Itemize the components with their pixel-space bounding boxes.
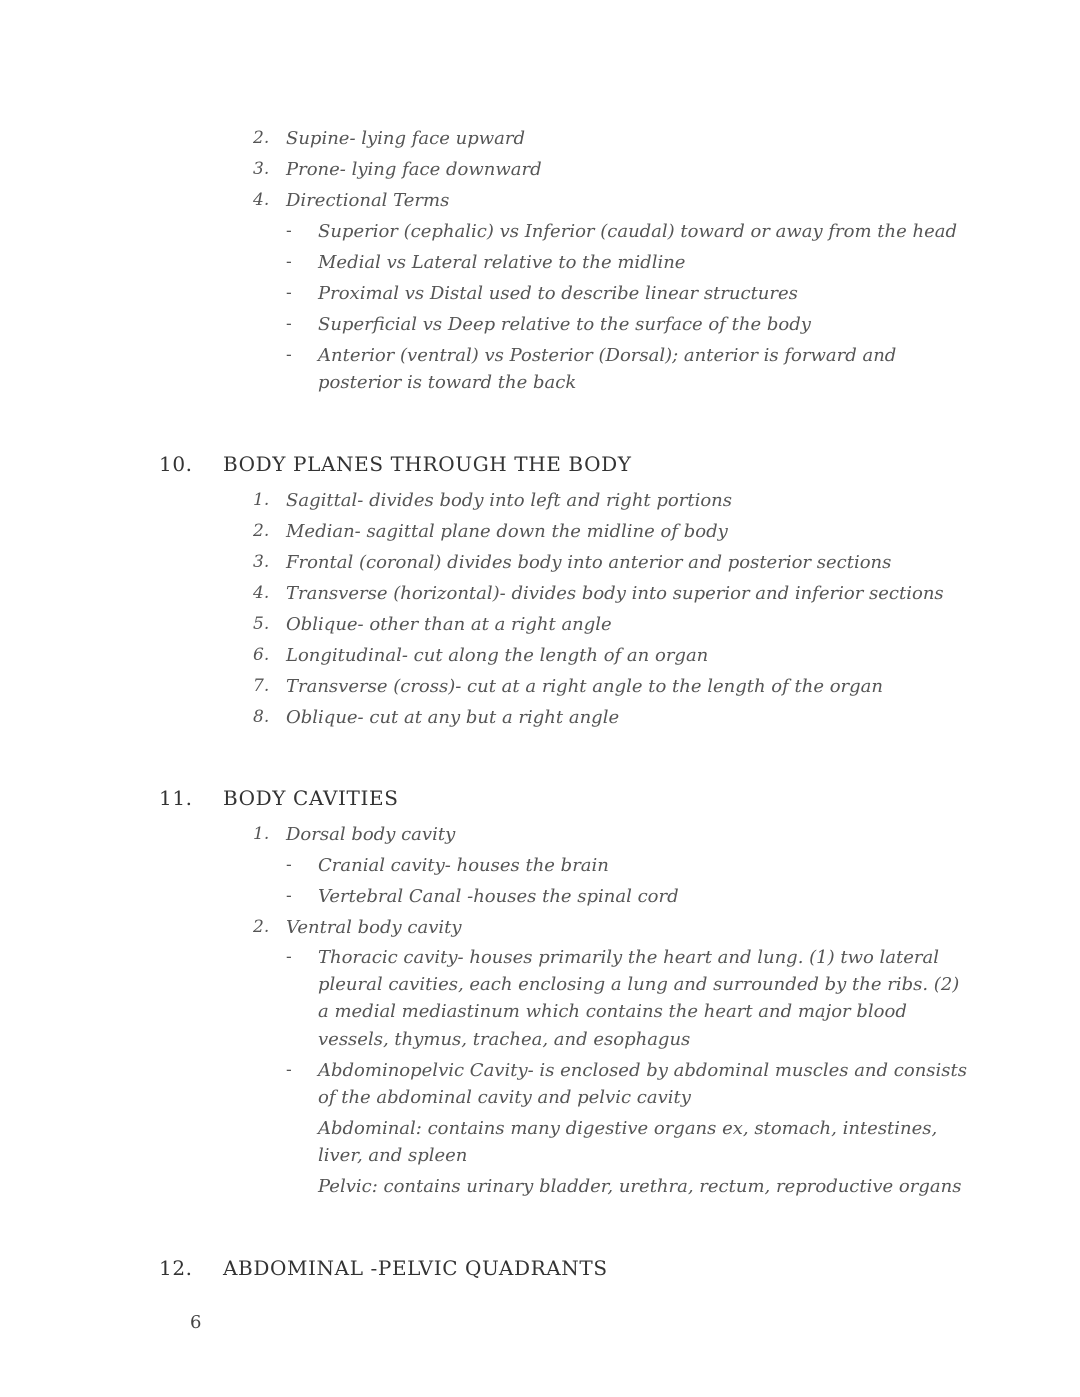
page-number: 6 [190, 1312, 202, 1333]
list-number: 1. [253, 824, 270, 844]
list-item: Transverse (cross)- cut at a right angle to the length of the organ [286, 676, 884, 697]
bullet-anterior-posterior: Anterior (ventral) vs Posterior (Dorsal); anterior is forward and [318, 345, 897, 366]
bullet-abdominopelvic-cont: of the abdominal cavity and pelvic cavity [318, 1087, 691, 1108]
bullet-dash: - [286, 252, 292, 272]
bullet-anterior-posterior-cont: posterior is toward the back [318, 372, 577, 393]
section-heading: ABDOMINAL -PELVIC QUADRANTS [223, 1256, 608, 1280]
section-heading: BODY PLANES THROUGH THE BODY [223, 452, 632, 476]
list-number: 8. [253, 707, 270, 727]
list-number: 4. [253, 583, 270, 603]
bullet-dash: - [286, 1060, 292, 1080]
bullet-dash: - [286, 283, 292, 303]
bullet-dash: - [286, 947, 292, 967]
list-number: 7. [253, 676, 270, 696]
bullet-thoracic-cont: pleural cavities, each enclosing a lung and surrounded by the ribs. (2) [318, 974, 960, 995]
list-item: Sagittal- divides body into left and right portions [286, 490, 733, 511]
list-item-ventral: Ventral body cavity [286, 917, 462, 938]
list-item-prone: Prone- lying face downward [286, 159, 542, 180]
list-number: 4. [253, 190, 270, 210]
bullet-dash: - [286, 886, 292, 906]
bullet-dash: - [286, 345, 292, 365]
list-number: 1. [253, 490, 270, 510]
bullet-thoracic-cont: vessels, thymus, trachea, and esophagus [318, 1029, 691, 1050]
bullet-dash: - [286, 314, 292, 334]
list-item: Longitudinal- cut along the length of an organ [286, 645, 709, 666]
list-item: Frontal (coronal) divides body into anterior and posterior sections [286, 552, 892, 573]
list-number: 5. [253, 614, 270, 634]
list-item: Transverse (horizontal)- divides body into superior and inferior sections [286, 583, 944, 604]
list-number: 3. [253, 159, 270, 179]
list-number: 2. [253, 521, 270, 541]
bullet-medial-lateral: Medial vs Lateral relative to the midline [318, 252, 686, 273]
abdominal-note-cont: liver, and spleen [318, 1145, 468, 1166]
bullet-superior-inferior: Superior (cephalic) vs Inferior (caudal) toward or away from the head [318, 221, 957, 242]
bullet-cranial: Cranial cavity- houses the brain [318, 855, 609, 876]
list-item: Oblique- other than at a right angle [286, 614, 612, 635]
bullet-abdominopelvic: Abdominopelvic Cavity- is enclosed by abdominal muscles and consists [318, 1060, 967, 1081]
list-number: 6. [253, 645, 270, 665]
section-heading: BODY CAVITIES [223, 786, 399, 810]
abdominal-note: Abdominal: contains many digestive organs ex, stomach, intestines, [318, 1118, 938, 1139]
bullet-superficial-deep: Superficial vs Deep relative to the surface of the body [318, 314, 811, 335]
bullet-thoracic-cont: a medial mediastinum which contains the heart and major blood [318, 1001, 907, 1022]
pelvic-note: Pelvic: contains urinary bladder, urethra, rectum, reproductive organs [318, 1176, 962, 1197]
section-number: 10. [159, 452, 193, 476]
list-item-directional-terms: Directional Terms [286, 190, 450, 211]
bullet-proximal-distal: Proximal vs Distal used to describe linear structures [318, 283, 798, 304]
list-item: Median- sagittal plane down the midline of body [286, 521, 728, 542]
list-number: 2. [253, 128, 270, 148]
list-number: 3. [253, 552, 270, 572]
section-number: 12. [159, 1256, 193, 1280]
section-number: 11. [159, 786, 193, 810]
list-item-supine: Supine- lying face upward [286, 128, 526, 149]
list-item: Oblique- cut at any but a right angle [286, 707, 620, 728]
bullet-thoracic: Thoracic cavity- houses primarily the heart and lung. (1) two lateral [318, 947, 940, 968]
bullet-vertebral: Vertebral Canal -houses the spinal cord [318, 886, 679, 907]
bullet-dash: - [286, 855, 292, 875]
bullet-dash: - [286, 221, 292, 241]
list-item-dorsal: Dorsal body cavity [286, 824, 456, 845]
list-number: 2. [253, 917, 270, 937]
